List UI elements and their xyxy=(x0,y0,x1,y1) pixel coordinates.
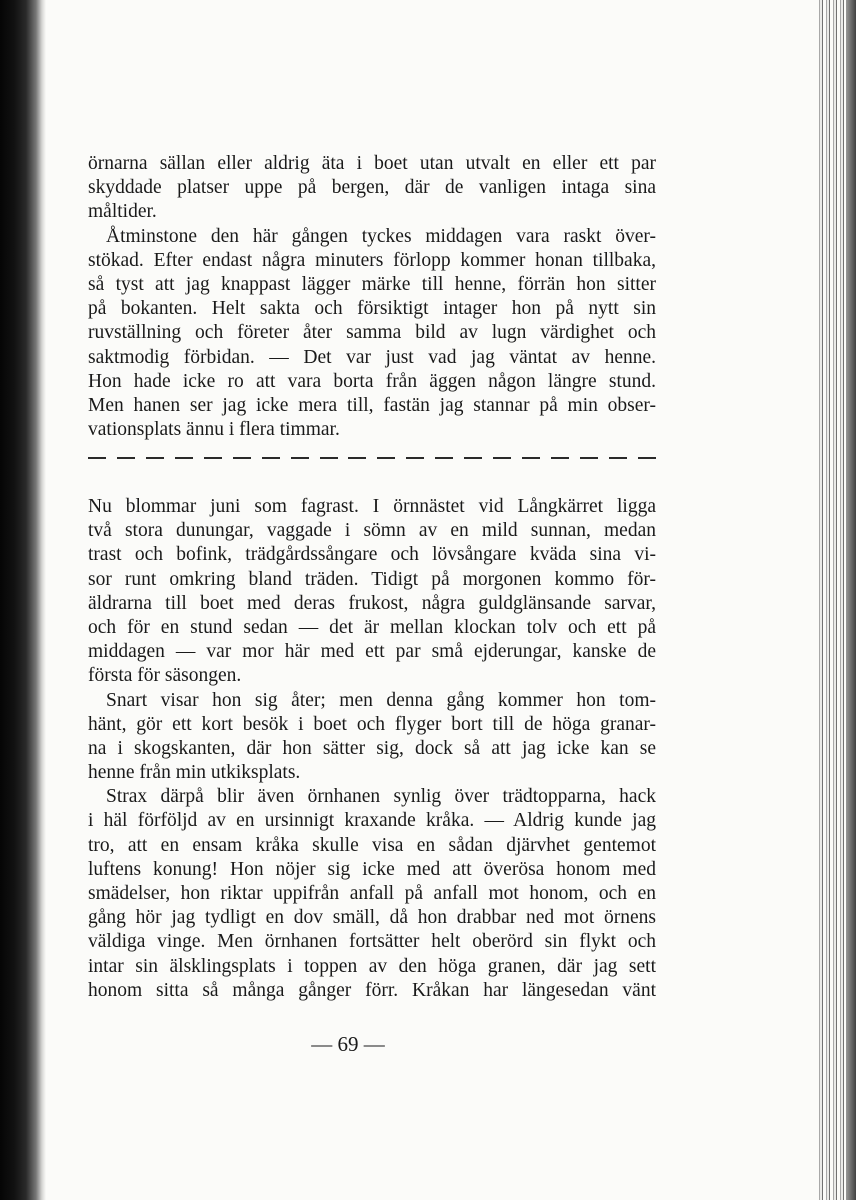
text-line: intar sin älsklingsplats i toppen av den höga granen, där jag sett xyxy=(88,955,656,977)
section-separator xyxy=(88,452,656,464)
paragraph xyxy=(88,225,656,443)
text-line: äldrarna till boet med deras frukost, några guldglänsande sarvar, xyxy=(88,592,656,614)
text-line: hänt, gör ett kort besök i boet och flyger bort till de höga granar- xyxy=(88,713,656,735)
separator-dash xyxy=(522,457,540,459)
separator-dash xyxy=(609,457,627,459)
text-line: henne från min utkiksplats. xyxy=(88,762,301,784)
text-line: Hon hade icke ro att vara borta från äggen någon längre stund. xyxy=(88,370,656,392)
text-line: gång hör jag tydligt en dov smäll, då hon drabbar ned mot örnens xyxy=(88,907,656,929)
separator-dash xyxy=(464,457,482,459)
paragraph xyxy=(88,152,656,225)
separator-dash xyxy=(377,457,395,459)
text-line: två stora dunungar, vaggade i sömn av en mild sunnan, medan xyxy=(88,520,656,542)
separator-dash xyxy=(146,457,164,459)
text-line: stökad. Efter endast några minuters förlopp kommer honan tillbaka, xyxy=(88,249,656,271)
separator-dash xyxy=(551,457,569,459)
separator-dash xyxy=(204,457,222,459)
text-line: så tyst att jag knappast lägger märke till henne, förrän hon sitter xyxy=(88,273,656,295)
separator-dash xyxy=(406,457,424,459)
text-line: na i skogskanten, där hon sätter sig, dock så att jag icke kan se xyxy=(88,737,656,759)
separator-dash xyxy=(348,457,366,459)
binding-edge xyxy=(0,0,46,1200)
text-line: och för en stund sedan — det är mellan klockan tolv och ett på xyxy=(88,616,656,638)
text-line: vationsplats ännu i flera timmar. xyxy=(88,419,340,441)
text-line: Strax därpå blir även örnhanen synlig över trädtopparna, hack xyxy=(106,786,656,808)
text-line: första för säsongen. xyxy=(88,665,242,687)
separator-dash xyxy=(580,457,598,459)
separator-dash xyxy=(88,457,106,459)
separator-dash xyxy=(320,457,338,459)
text-line: trast och bofink, trädgårdssångare och lövsångare kväda sina vi- xyxy=(88,544,656,566)
text-line: tro, att en ensam kråka skulle visa en sådan djärvhet gentemot xyxy=(88,834,656,856)
separator-dash xyxy=(117,457,135,459)
text-line: väldiga vinge. Men örnhanen fortsätter helt oberörd sin flykt och xyxy=(88,931,656,953)
text-line: sor runt omkring bland träden. Tidigt på morgonen kommo för- xyxy=(88,568,656,590)
text-line: saktmodig förbidan. — Det var just vad jag väntat av henne. xyxy=(88,346,656,368)
text-line: på bokanten. Helt sakta och försiktigt intager hon på nytt sin xyxy=(88,298,656,320)
text-line: måltider. xyxy=(88,201,157,223)
text-line: luftens konung! Hon nöjer sig icke med att överösa honom med xyxy=(88,858,656,880)
separator-dash xyxy=(435,457,453,459)
page-edge xyxy=(816,0,856,1200)
separator-dash xyxy=(233,457,251,459)
text-line: ruvställning och företer åter samma bild av lugn värdighet och xyxy=(88,322,656,344)
text-line: middagen — var mor här med ett par små ejderungar, kanske de xyxy=(88,641,656,663)
separator-dash xyxy=(175,457,193,459)
separator-dash xyxy=(638,457,656,459)
text-block-upper xyxy=(88,152,656,442)
text-line: Nu blommar juni som fagrast. I örnnästet vid Långkärret ligga xyxy=(88,496,656,517)
separator-dash xyxy=(262,457,280,459)
text-line: skyddade platser uppe på bergen, där de vanligen intaga sina xyxy=(88,177,656,199)
paragraph xyxy=(88,495,656,689)
text-line: Snart visar hon sig åter; men denna gång kommer hon tom- xyxy=(106,689,656,711)
text-line: Åtminstone den här gången tyckes middagen vara raskt över- xyxy=(106,225,656,247)
text-line: Men hanen ser jag icke mera till, fastän jag stannar på min obser- xyxy=(88,394,656,416)
text-block-lower xyxy=(88,495,656,1003)
text-line: örnarna sällan eller aldrig äta i boet utan utvalt en eller ett par xyxy=(88,153,656,174)
paragraph xyxy=(88,785,656,1003)
paragraph xyxy=(88,689,656,786)
text-line: i häl förföljd av en ursinnigt kraxande kråka. — Aldrig kunde jag xyxy=(88,810,656,832)
page-number: — 69 — xyxy=(311,1032,385,1056)
text-line: smädelser, hon riktar uppifrån anfall på anfall mot honom, och en xyxy=(88,883,656,904)
separator-dash xyxy=(291,457,309,459)
separator-dash xyxy=(493,457,511,459)
text-line: honom sitta så många gånger förr. Kråkan har längesedan vänt xyxy=(88,979,656,1001)
